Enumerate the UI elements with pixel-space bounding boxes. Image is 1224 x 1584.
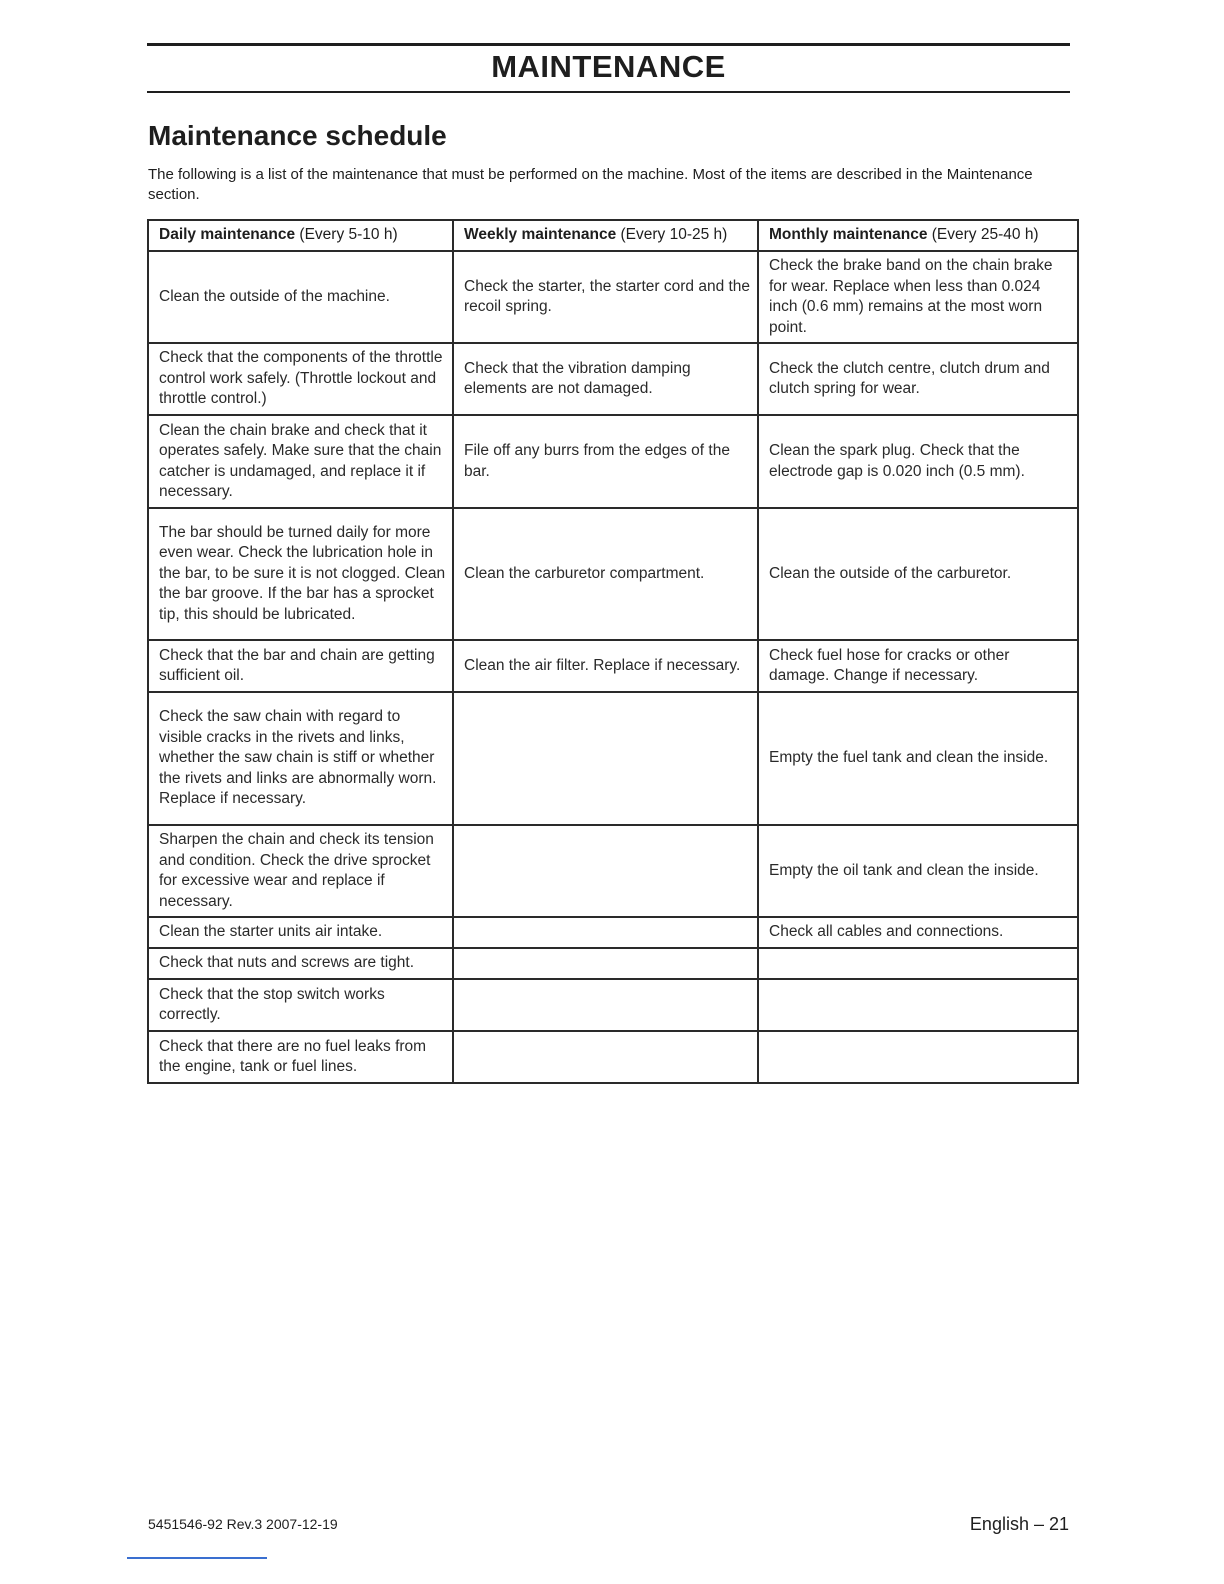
table-cell-daily: Clean the chain brake and check that it operates safely. Make sure that the chain catcher is undamaged, and replace it if necessary. xyxy=(148,415,453,508)
column-header-daily xyxy=(148,220,453,251)
table-cell-monthly: Check the brake band on the chain brake for wear. Replace when less than 0.024 inch (0.6 mm) remains at the most worn point. xyxy=(758,251,1078,343)
table-cell-monthly: Check all cables and connections. xyxy=(758,917,1078,948)
table-row xyxy=(148,1031,1078,1083)
table-cell-monthly: Clean the outside of the carburetor. xyxy=(758,508,1078,640)
table-cell-monthly: Clean the spark plug. Check that the electrode gap is 0.020 inch (0.5 mm). xyxy=(758,415,1078,508)
table-row xyxy=(148,415,1078,508)
table-cell-daily: Clean the outside of the machine. xyxy=(148,251,453,343)
table-cell-weekly xyxy=(453,1031,758,1083)
column-header-weekly xyxy=(453,220,758,251)
table-row xyxy=(148,917,1078,948)
table-row xyxy=(148,692,1078,825)
table-cell-weekly xyxy=(453,948,758,979)
table-cell-monthly: Empty the oil tank and clean the inside. xyxy=(758,825,1078,917)
table-row xyxy=(148,343,1078,415)
table-cell-daily: Sharpen the chain and check its tension and condition. Check the drive sprocket for excessive wear and replace if necessary. xyxy=(148,825,453,917)
table-row xyxy=(148,508,1078,640)
table-cell-daily: Check that there are no fuel leaks from the engine, tank or fuel lines. xyxy=(148,1031,453,1083)
table-cell-daily: The bar should be turned daily for more even wear. Check the lubrication hole in the bar, to be sure it is not clogged. Clean the bar groove. If the bar has a sprocket tip, this should be lubricated. xyxy=(148,508,453,640)
header-rule-bottom xyxy=(147,91,1070,93)
table-cell-monthly xyxy=(758,1031,1078,1083)
table-row xyxy=(148,979,1078,1031)
table-cell-daily: Check that the bar and chain are getting sufficient oil. xyxy=(148,640,453,692)
section-title: MAINTENANCE xyxy=(491,49,726,84)
table-cell-daily: Clean the starter units air intake. xyxy=(148,917,453,948)
table-cell-weekly: File off any burrs from the edges of the bar. xyxy=(453,415,758,508)
table-cell-weekly: Check the starter, the starter cord and the recoil spring. xyxy=(453,251,758,343)
table-cell-weekly: Check that the vibration damping elements are not damaged. xyxy=(453,343,758,415)
table-row xyxy=(148,640,1078,692)
table-cell-weekly xyxy=(453,979,758,1031)
column-header-daily-interval: (Every 5-10 h) xyxy=(295,226,398,244)
table-row xyxy=(148,825,1078,917)
scan-edge-mark xyxy=(127,1557,267,1559)
footer-page-label: English – 21 xyxy=(969,1514,1069,1534)
table-cell-daily: Check that the components of the throttle control work safely. (Throttle lockout and throttle control.) xyxy=(148,343,453,415)
table-cell-monthly: Check fuel hose for cracks or other damage. Change if necessary. xyxy=(758,640,1078,692)
column-header-daily-title: Daily maintenance xyxy=(159,226,296,244)
table-cell-weekly xyxy=(453,692,758,825)
page-title: Maintenance schedule xyxy=(148,120,447,151)
table-cell-monthly: Empty the fuel tank and clean the inside. xyxy=(758,692,1078,825)
table-row xyxy=(148,251,1078,343)
table-cell-weekly: Clean the air filter. Replace if necessary. xyxy=(453,640,758,692)
table-cell-weekly: Clean the carburetor compartment. xyxy=(453,508,758,640)
table-cell-monthly: Check the clutch centre, clutch drum and clutch spring for wear. xyxy=(758,343,1078,415)
maintenance-schedule-table xyxy=(147,219,1079,1084)
column-header-monthly xyxy=(758,220,1078,251)
table-cell-daily: Check that the stop switch works correctly. xyxy=(148,979,453,1031)
table-header-row xyxy=(148,220,1078,251)
table-cell-daily: Check the saw chain with regard to visible cracks in the rivets and links, whether the saw chain is stiff or whether the rivets and links are abnormally worn. Replace if necessary. xyxy=(148,692,453,825)
table-row xyxy=(148,948,1078,979)
table-cell-monthly xyxy=(758,948,1078,979)
table-cell-weekly xyxy=(453,825,758,917)
header-rule-top xyxy=(147,43,1070,46)
column-header-monthly-interval: (Every 25-40 h) xyxy=(927,226,1039,244)
intro-paragraph: The following is a list of the maintenance that must be performed on the machine. Most of the items are described in the Maintenance section. xyxy=(148,166,1033,203)
table-cell-daily: Check that nuts and screws are tight. xyxy=(148,948,453,979)
table-cell-monthly xyxy=(758,979,1078,1031)
column-header-monthly-title: Monthly maintenance xyxy=(769,226,928,244)
table-cell-weekly xyxy=(453,917,758,948)
column-header-weekly-interval: (Every 10-25 h) xyxy=(616,226,728,244)
column-header-weekly-title: Weekly maintenance xyxy=(464,226,617,244)
footer-doc-number: 5451546-92 Rev.3 2007-12-19 xyxy=(148,1516,338,1532)
